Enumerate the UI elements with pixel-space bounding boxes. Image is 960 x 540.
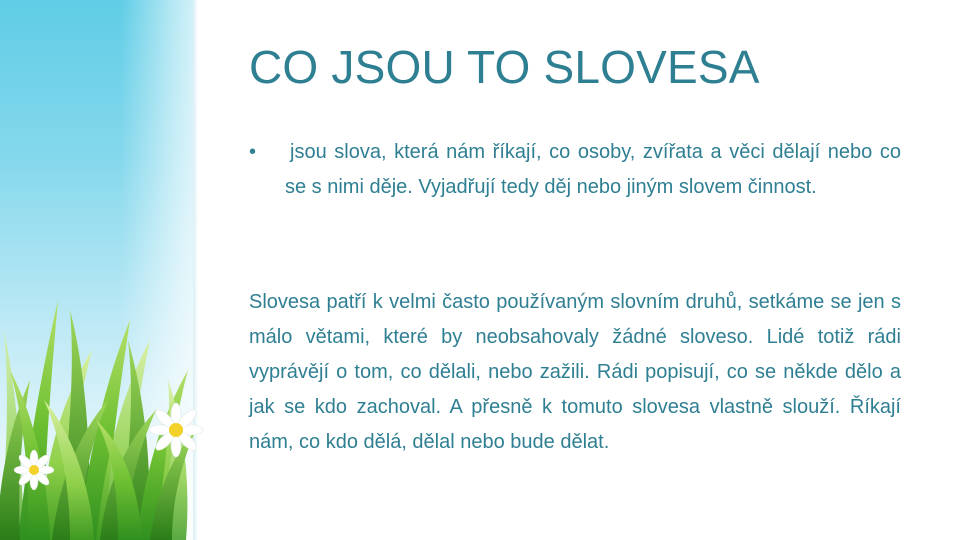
daisy-small — [14, 450, 54, 490]
bullet-item — [249, 135, 901, 205]
bullet-marker: • — [249, 141, 257, 163]
grass-illustration — [0, 0, 230, 540]
slide-title: CO JSOU TO SLOVESA — [249, 41, 760, 93]
daisy-large — [149, 403, 203, 457]
bullet-text: jsou slova, která nám říkají, co osoby, zvířata a věci dělají nebo co se s nimi děje. Vyjadřují tedy děj nebo jiným slovem činnost. — [285, 141, 901, 198]
body-paragraph: Slovesa patří k velmi často používaným slovním druhů, setkáme se jen s málo větami, které by neobsahovaly žádné sloveso. Lidé totiž rádi vyprávějí o tom, co dělali, nebo zažili. Rádi popisují, co se někde dělo a jak se kdo zachoval. A přesně k tomuto slovesa vlastně slouží. Říkají nám, co kdo dělá, dělal nebo bude dělat. — [249, 291, 901, 453]
